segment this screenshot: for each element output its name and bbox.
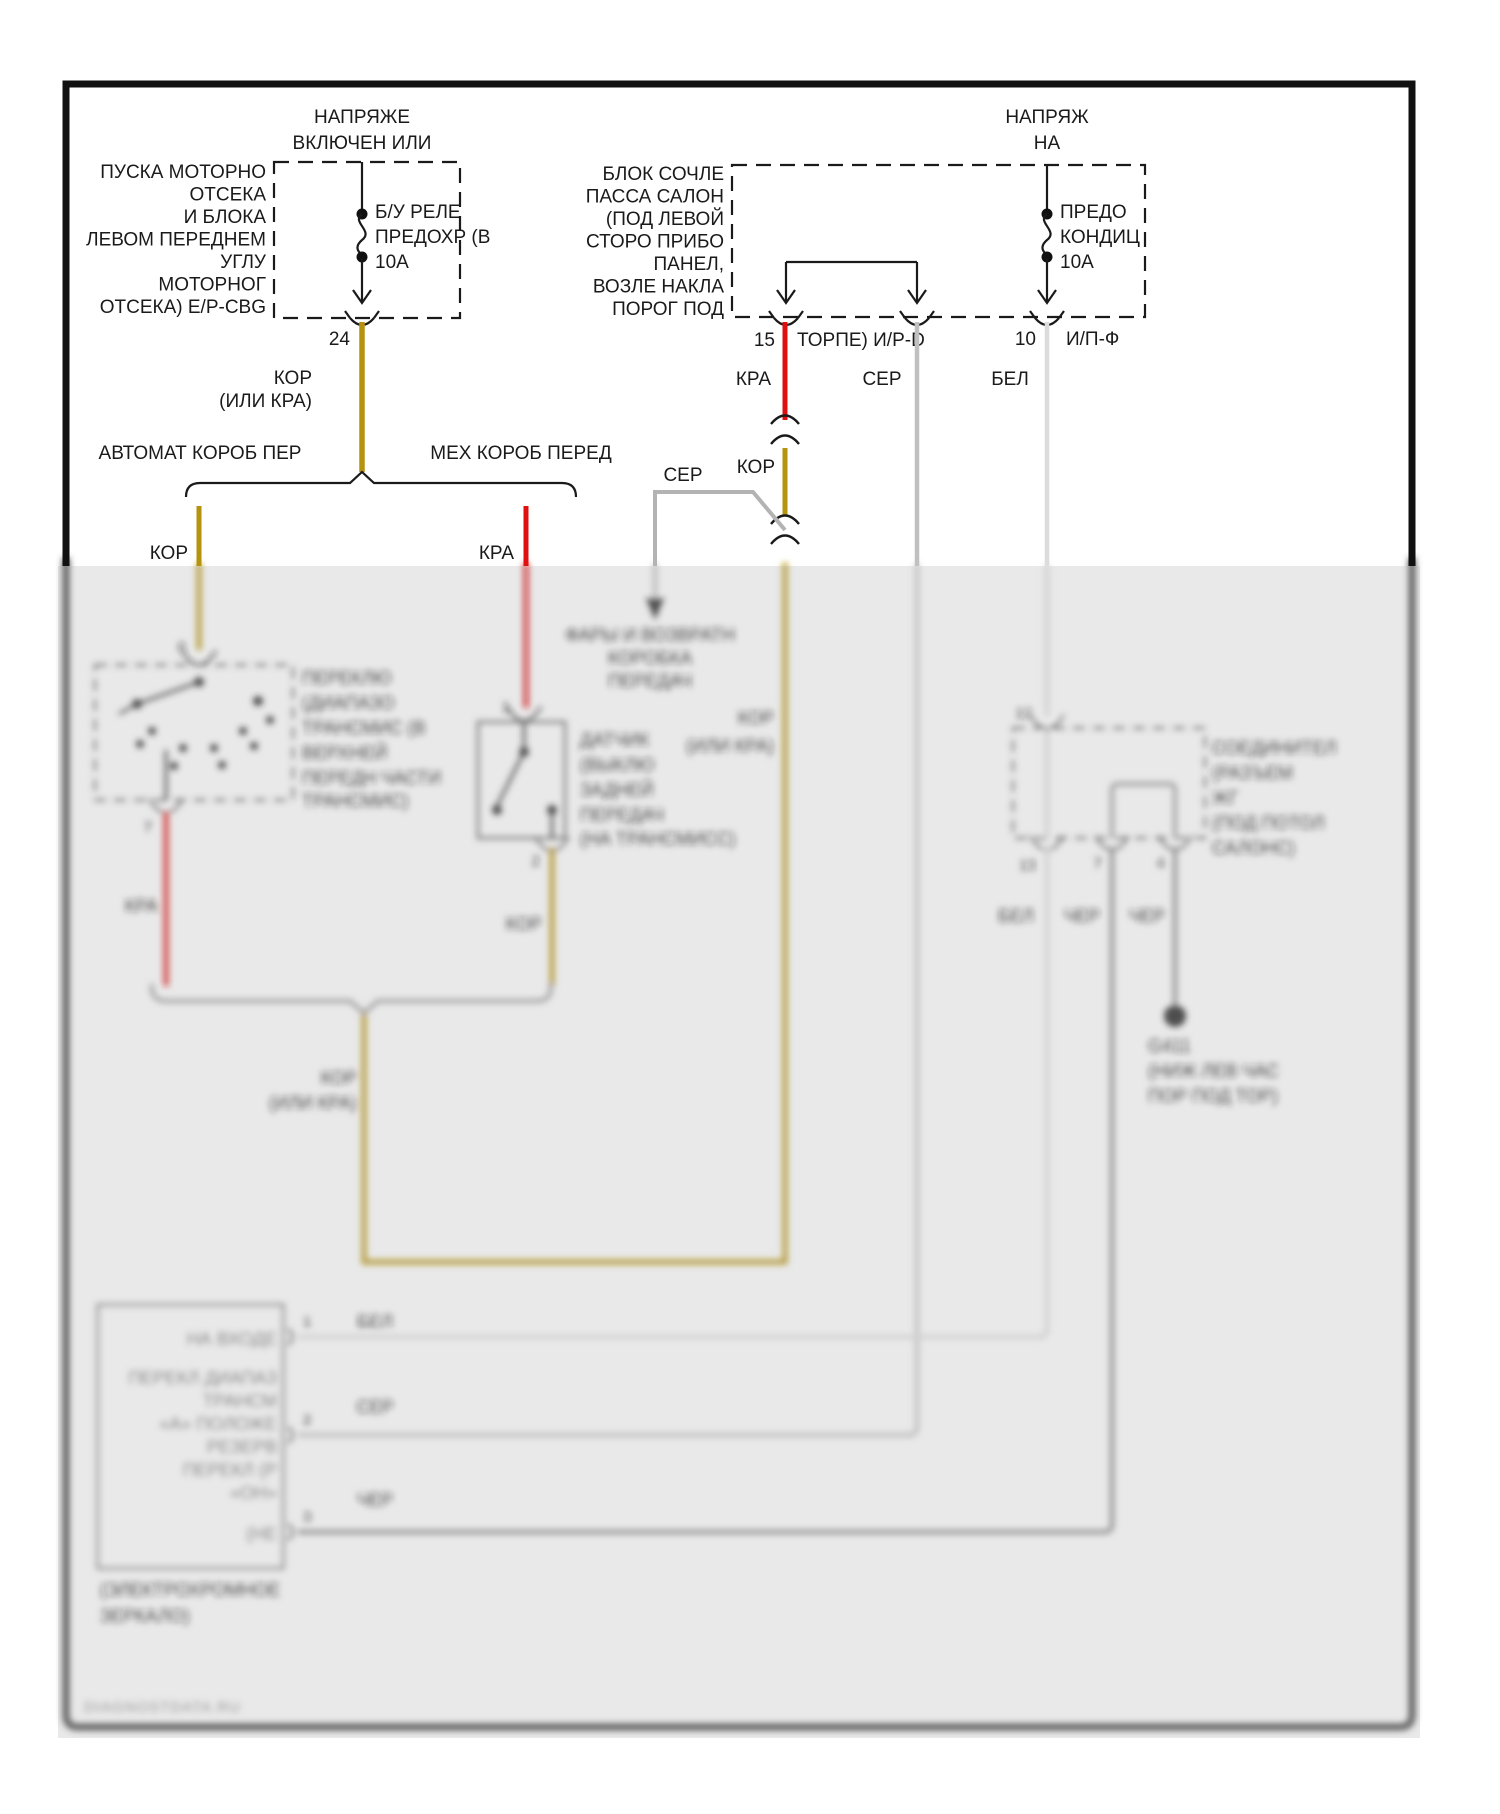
split-mt-title: МЕХ КОРОБ ПЕРЕД [430,443,612,464]
ef-title: ВКЛЮЧЕН ИЛИ [292,133,432,154]
ef-loc: ОТСЕКА [189,184,266,206]
ef-pin24: 24 [328,329,350,350]
sharp-upper-section [66,84,1412,566]
ip-pin10: 10 [1014,329,1036,350]
ef-loc: ПУСКА МОТОРНО [100,162,266,183]
ef-title: НАПРЯЖЕ [313,107,411,128]
ip-fuse-text: 10А [1060,252,1094,273]
ip-title: НАПРЯЖ [1005,107,1089,128]
ip-pin10-conn: И/П-Ф [1066,329,1120,350]
ef-loc: МОТОРНОГ [158,274,266,296]
ef-fuse-icon [357,214,365,255]
ef-fuse-text: 10А [375,252,409,273]
ef-loc: И БЛОКА [183,207,266,228]
ef-loc: ЛЕВОМ ПЕРЕДНЕМ [86,229,266,251]
ip-loc: ПАНЕЛ, [653,254,724,275]
wire-kra-label: КРА [735,369,771,390]
ip-pin15-conn: ТОРПЕ) И/Р-D [797,330,925,351]
ip-loc: ПАССА САЛОН [585,186,724,208]
ef-fuse-text: Б/У РЕЛЕ [375,202,461,223]
wire-bel-label: БЕЛ [991,369,1029,390]
wire-kor-at-label: КОР [149,543,188,564]
ip-pin15: 15 [753,330,775,351]
blur-overlay-film [58,566,1420,1738]
split-at-title: АВТОМАТ КОРОБ ПЕР [98,443,302,464]
ip-loc: ПОРОГ ПОД [612,299,724,320]
wire-kor-feed-label: КОР [736,457,775,478]
ip-fuse-icon [1042,214,1050,255]
wire-kor-main-label: (ИЛИ КРА) [219,391,312,412]
ef-fuse-text: ПРЕДОХР (В [375,227,491,248]
wire-ser-tap-label: СЕР [663,465,703,486]
ip-loc: ВОЗЛЕ НАКЛА [592,276,724,298]
ip-fuse-text: КОНДИЦ [1060,227,1140,248]
ef-loc: ОТСЕКА) Е/Р-CBG [99,297,266,318]
wire-kra-mt-label: КРА [478,543,514,564]
ip-loc: СТОРО ПРИБО [586,231,724,253]
wire-ser-tap [655,492,785,566]
wire-kor-main-label: КОР [273,368,312,389]
ef-loc: УГЛУ [220,252,266,273]
wire-ser-label: СЕР [862,369,902,390]
ip-loc: БЛОК СОЧЛЕ [602,164,724,185]
ip-fuse-text: ПРЕДО [1060,202,1127,223]
ip-title: НА [1033,133,1061,154]
ip-loc: (ПОД ЛЕВОЙ [605,209,724,230]
split-brace [186,472,576,497]
